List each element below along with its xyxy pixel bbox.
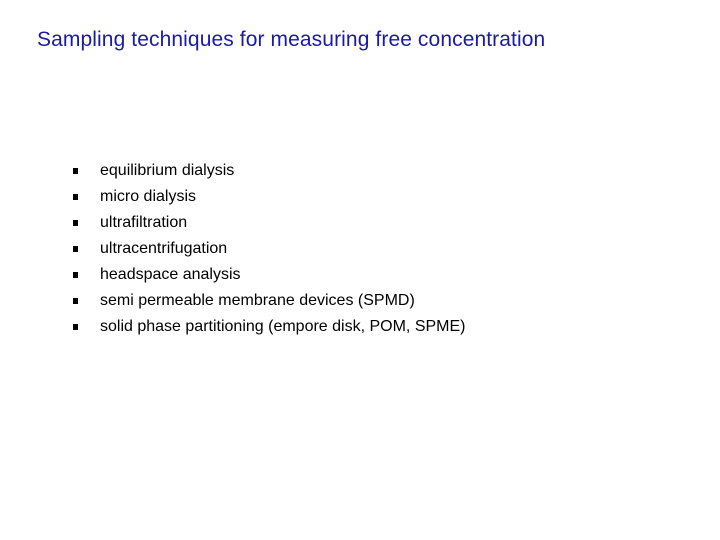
square-bullet-icon xyxy=(73,324,78,330)
square-bullet-icon xyxy=(73,246,78,252)
slide-title: Sampling techniques for measuring free concentration xyxy=(37,28,546,51)
bullet-text: ultrafiltration xyxy=(100,214,188,231)
square-bullet-icon xyxy=(73,272,78,278)
bullet-text: equilibrium dialysis xyxy=(100,162,235,179)
bullet-text: semi permeable membrane devices (SPMD) xyxy=(100,292,415,309)
bullet-text: solid phase partitioning (empore disk, POM, SPME) xyxy=(100,318,466,335)
square-bullet-icon xyxy=(73,298,78,304)
square-bullet-icon xyxy=(73,168,78,174)
square-bullet-icon xyxy=(73,194,78,200)
bullet-text: headspace analysis xyxy=(100,266,241,283)
bullet-text: ultracentrifugation xyxy=(100,240,228,257)
square-bullet-icon xyxy=(73,220,78,226)
bullet-text: micro dialysis xyxy=(100,188,197,205)
